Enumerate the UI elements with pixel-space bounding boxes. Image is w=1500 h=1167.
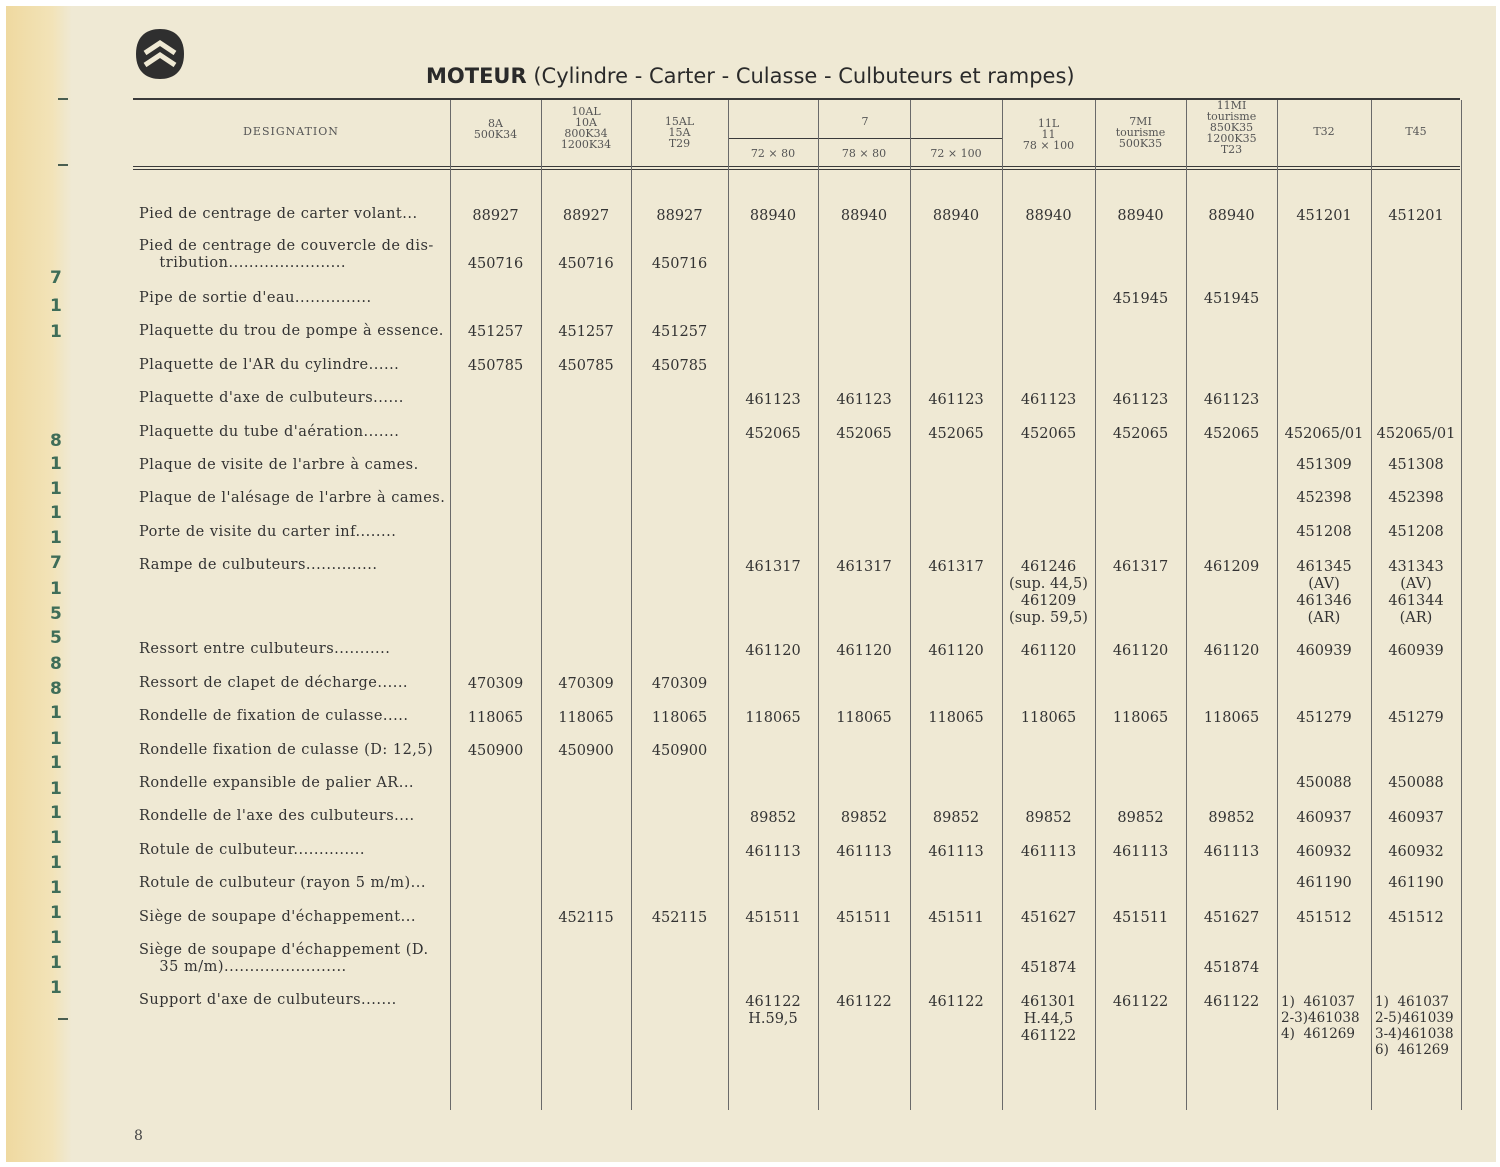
edge-mark: 1 <box>50 322 62 342</box>
edge-mark: 1 <box>50 928 62 948</box>
row-value: 451309 <box>1296 457 1352 473</box>
column-divider <box>1095 100 1096 1110</box>
row-value: 118065 <box>1112 710 1169 726</box>
row-value: 461246 (sup. 44,5) 461209 (sup. 59,5) <box>1009 559 1088 626</box>
edge-mark: 1 <box>50 503 62 523</box>
header-col: T32 <box>1313 125 1335 138</box>
header-col: 72 × 100 <box>930 147 982 160</box>
row-value: 450716 <box>467 256 524 272</box>
header-group-7: 7 <box>861 115 869 128</box>
edge-mark: 7 <box>50 553 62 573</box>
row-value: 451512 <box>1296 910 1352 926</box>
row-value: 89852 <box>749 810 797 826</box>
edge-dash <box>58 1018 68 1020</box>
row-value: 88940 <box>1208 208 1255 224</box>
row-label: Rotule de culbuteur.............. <box>139 842 365 858</box>
row-value: 450900 <box>558 743 614 759</box>
page-title <box>426 64 1075 88</box>
edge-mark: 1 <box>50 479 62 499</box>
row-label: Rondelle fixation de culasse (D: 12,5) <box>139 742 434 758</box>
title-subtitle: (Cylindre - Carter - Culasse - Culbuteurs et rampes) <box>533 64 1075 88</box>
row-value: 451874 <box>1203 960 1260 976</box>
row-value: 451201 <box>1296 208 1352 224</box>
row-value: 1) 461037 2-5)461039 3-4)461038 6) 461269 <box>1375 994 1454 1058</box>
page-number: 8 <box>134 1128 143 1144</box>
row-value: 461123 <box>1112 392 1169 408</box>
row-value: 452065 <box>928 426 984 442</box>
header-col: 10AL 10A 800K34 1200K34 <box>560 105 612 151</box>
row-value: 451627 <box>1020 910 1077 926</box>
row-value: 452065 <box>836 426 892 442</box>
column-divider <box>631 100 632 1110</box>
citroen-logo-icon <box>132 26 188 82</box>
row-value: 460937 <box>1388 810 1444 826</box>
edge-dash <box>58 98 68 100</box>
row-value: 461317 <box>745 559 801 575</box>
row-label: Porte de visite du carter inf........ <box>139 524 397 540</box>
row-value: 450785 <box>558 358 614 374</box>
row-value: 451511 <box>745 910 801 926</box>
row-value: 450785 <box>467 358 524 374</box>
edge-mark: 1 <box>50 528 62 548</box>
row-value: 461113 <box>1112 844 1169 860</box>
row-value: 89852 <box>840 810 888 826</box>
title-main: MOTEUR <box>426 64 527 88</box>
edge-mark: 5 <box>50 628 62 648</box>
row-value: 88940 <box>932 208 980 224</box>
edge-mark: 1 <box>50 803 62 823</box>
row-value: 452398 <box>1296 490 1352 506</box>
edge-mark: 1 <box>50 703 62 723</box>
row-value: 88927 <box>472 208 519 224</box>
row-label: Rampe de culbuteurs.............. <box>139 557 378 573</box>
row-value: 461122 H.59,5 <box>745 994 801 1027</box>
row-value: 461123 <box>745 392 801 408</box>
row-value: 450088 <box>1296 775 1352 791</box>
row-label: Rondelle expansible de palier AR... <box>139 775 415 791</box>
edge-mark: 1 <box>50 579 62 599</box>
row-label: Pied de centrage de couvercle de dis- tribution....................... <box>139 238 434 271</box>
column-divider <box>541 100 542 1110</box>
row-value: 460932 <box>1388 844 1444 860</box>
row-value: 452398 <box>1388 490 1444 506</box>
row-value: 460937 <box>1296 810 1352 826</box>
row-value: 452065 <box>745 426 801 442</box>
row-label: Ressort entre culbuteurs........... <box>139 641 391 657</box>
row-value: 461123 <box>928 392 984 408</box>
edge-mark: 1 <box>50 878 62 898</box>
row-value: 461209 <box>1203 559 1260 575</box>
row-value: 451512 <box>1388 910 1444 926</box>
row-value: 450716 <box>651 256 708 272</box>
row-value: 461122 <box>1112 994 1169 1010</box>
row-value: 118065 <box>836 710 892 726</box>
row-value: 88940 <box>749 208 797 224</box>
row-value: 451308 <box>1388 457 1444 473</box>
edge-mark: 5 <box>50 604 62 624</box>
edge-mark: 7 <box>50 268 62 288</box>
row-value: 118065 <box>928 710 984 726</box>
row-value: 461120 <box>745 643 801 659</box>
row-value: 451874 <box>1020 960 1077 976</box>
row-value: 461122 <box>928 994 984 1010</box>
row-value: 451945 <box>1112 291 1169 307</box>
row-value: 451208 <box>1388 524 1444 540</box>
row-value: 1) 461037 2-3)461038 4) 461269 <box>1281 994 1360 1042</box>
row-value: 461123 <box>1203 392 1260 408</box>
edge-dash <box>58 164 68 166</box>
header-col: 11L 11 78 × 100 <box>1022 117 1075 152</box>
row-value: 451257 <box>651 324 708 340</box>
edge-mark: 1 <box>50 296 62 316</box>
row-label: Rondelle de l'axe des culbuteurs.... <box>139 808 415 824</box>
row-label: Support d'axe de culbuteurs....... <box>139 992 397 1008</box>
row-label: Plaquette d'axe de culbuteurs...... <box>139 390 404 406</box>
row-value: 451201 <box>1388 208 1444 224</box>
row-value: 461113 <box>1203 844 1260 860</box>
header-designation: DESIGNATION <box>243 125 339 138</box>
row-value: 450900 <box>651 743 708 759</box>
row-value: 470309 <box>467 676 524 692</box>
row-value: 452115 <box>651 910 708 926</box>
row-value: 88940 <box>1117 208 1164 224</box>
row-value: 461120 <box>1112 643 1169 659</box>
row-value: 461122 <box>836 994 892 1010</box>
row-value: 88927 <box>656 208 703 224</box>
row-label: Rotule de culbuteur (rayon 5 m/m)... <box>139 875 426 891</box>
row-value: 451279 <box>1388 710 1444 726</box>
row-label: Ressort de clapet de décharge...... <box>139 675 409 691</box>
row-value: 118065 <box>745 710 801 726</box>
header-bottom-rule-2 <box>133 169 1460 170</box>
edge-mark: 1 <box>50 978 62 998</box>
row-value: 451208 <box>1296 524 1352 540</box>
row-value: 461317 <box>1112 559 1169 575</box>
row-value: 431343 (AV) 461344 (AR) <box>1388 559 1444 626</box>
row-value: 461317 <box>836 559 892 575</box>
row-value: 450716 <box>558 256 614 272</box>
row-value: 450785 <box>651 358 708 374</box>
header-col: 15AL 15A T29 <box>664 115 695 150</box>
row-label: Siège de soupape d'échappement (D. 35 m/m)........................ <box>139 942 429 975</box>
row-value: 461190 <box>1388 875 1444 891</box>
row-value: 452065/01 <box>1284 426 1364 442</box>
row-value: 88927 <box>562 208 610 224</box>
row-value: 89852 <box>932 810 980 826</box>
edge-mark: 1 <box>50 828 62 848</box>
row-value: 451511 <box>928 910 984 926</box>
row-value: 452065 <box>1020 426 1077 442</box>
row-value: 452065 <box>1112 426 1169 442</box>
row-value: 451945 <box>1203 291 1260 307</box>
row-value: 89852 <box>1025 810 1072 826</box>
row-value: 89852 <box>1208 810 1255 826</box>
row-value: 450088 <box>1388 775 1444 791</box>
header-col: 7MI tourisme 500K35 <box>1115 115 1166 150</box>
row-value: 88940 <box>840 208 888 224</box>
row-value: 470309 <box>651 676 708 692</box>
column-divider <box>818 100 819 1110</box>
row-value: 461123 <box>836 392 892 408</box>
edge-mark: 1 <box>50 853 62 873</box>
row-value: 451511 <box>1112 910 1169 926</box>
catalog-page <box>6 6 1496 1162</box>
row-label: Plaquette du trou de pompe à essence. <box>139 323 444 339</box>
row-value: 461317 <box>928 559 984 575</box>
row-label: Plaque de visite de l'arbre à cames. <box>139 457 419 473</box>
edge-mark: 8 <box>50 679 62 699</box>
column-divider <box>1461 100 1462 1110</box>
header-bottom-rule <box>133 166 1460 167</box>
row-value: 118065 <box>558 710 614 726</box>
edge-mark: 1 <box>50 454 62 474</box>
edge-mark: 1 <box>50 753 62 773</box>
header-col: 11MI tourisme 850K35 1200K35 T23 <box>1206 99 1257 156</box>
row-label: Plaquette du tube d'aération....... <box>139 424 400 440</box>
row-value: 450900 <box>467 743 524 759</box>
row-value: 461113 <box>1020 844 1077 860</box>
header-col: 8A 500K34 <box>473 117 518 141</box>
row-value: 461122 <box>1203 994 1260 1010</box>
row-value: 470309 <box>558 676 614 692</box>
row-value: 451257 <box>558 324 614 340</box>
row-value: 461123 <box>1020 392 1077 408</box>
row-value: 451627 <box>1203 910 1260 926</box>
row-value: 460932 <box>1296 844 1352 860</box>
header-col: T45 <box>1405 125 1427 138</box>
row-value: 451279 <box>1296 710 1352 726</box>
row-value: 461120 <box>1203 643 1260 659</box>
column-divider <box>1186 100 1187 1110</box>
edge-mark: 8 <box>50 654 62 674</box>
row-value: 88940 <box>1025 208 1072 224</box>
row-value: 461120 <box>928 643 984 659</box>
header-col: 72 × 80 <box>750 147 796 160</box>
row-label: Siège de soupape d'échappement... <box>139 909 416 925</box>
row-label: Pied de centrage de carter volant... <box>139 206 418 222</box>
row-label: Pipe de sortie d'eau............... <box>139 290 372 306</box>
column-divider <box>728 100 729 1110</box>
row-value: 461120 <box>1020 643 1077 659</box>
group7-rule <box>728 138 1002 139</box>
row-value: 460939 <box>1388 643 1444 659</box>
row-label: Rondelle de fixation de culasse..... <box>139 708 409 724</box>
row-value: 452065 <box>1203 426 1260 442</box>
row-label: Plaquette de l'AR du cylindre...... <box>139 357 400 373</box>
row-value: 451511 <box>836 910 892 926</box>
edge-mark: 1 <box>50 903 62 923</box>
row-value: 118065 <box>1020 710 1077 726</box>
row-value: 461113 <box>745 844 801 860</box>
row-value: 452115 <box>558 910 614 926</box>
row-value: 461301 H.44,5 461122 <box>1020 994 1077 1044</box>
header-col: 78 × 80 <box>841 147 887 160</box>
edge-mark: 1 <box>50 779 62 799</box>
row-value: 89852 <box>1117 810 1164 826</box>
row-value: 461113 <box>836 844 892 860</box>
row-value: 452065/01 <box>1376 426 1456 442</box>
row-value: 461345 (AV) 461346 (AR) <box>1296 559 1352 626</box>
edge-mark: 1 <box>50 953 62 973</box>
row-label: Plaque de l'alésage de l'arbre à cames. <box>139 490 446 506</box>
row-value: 451257 <box>467 324 524 340</box>
edge-mark: 1 <box>50 729 62 749</box>
row-value: 118065 <box>467 710 524 726</box>
row-value: 118065 <box>651 710 708 726</box>
row-value: 461190 <box>1296 875 1352 891</box>
row-value: 118065 <box>1203 710 1260 726</box>
row-value: 461120 <box>836 643 892 659</box>
row-value: 461113 <box>928 844 984 860</box>
column-divider <box>910 100 911 1110</box>
edge-mark: 8 <box>50 431 62 451</box>
row-value: 460939 <box>1296 643 1352 659</box>
page-edge <box>6 6 72 1162</box>
